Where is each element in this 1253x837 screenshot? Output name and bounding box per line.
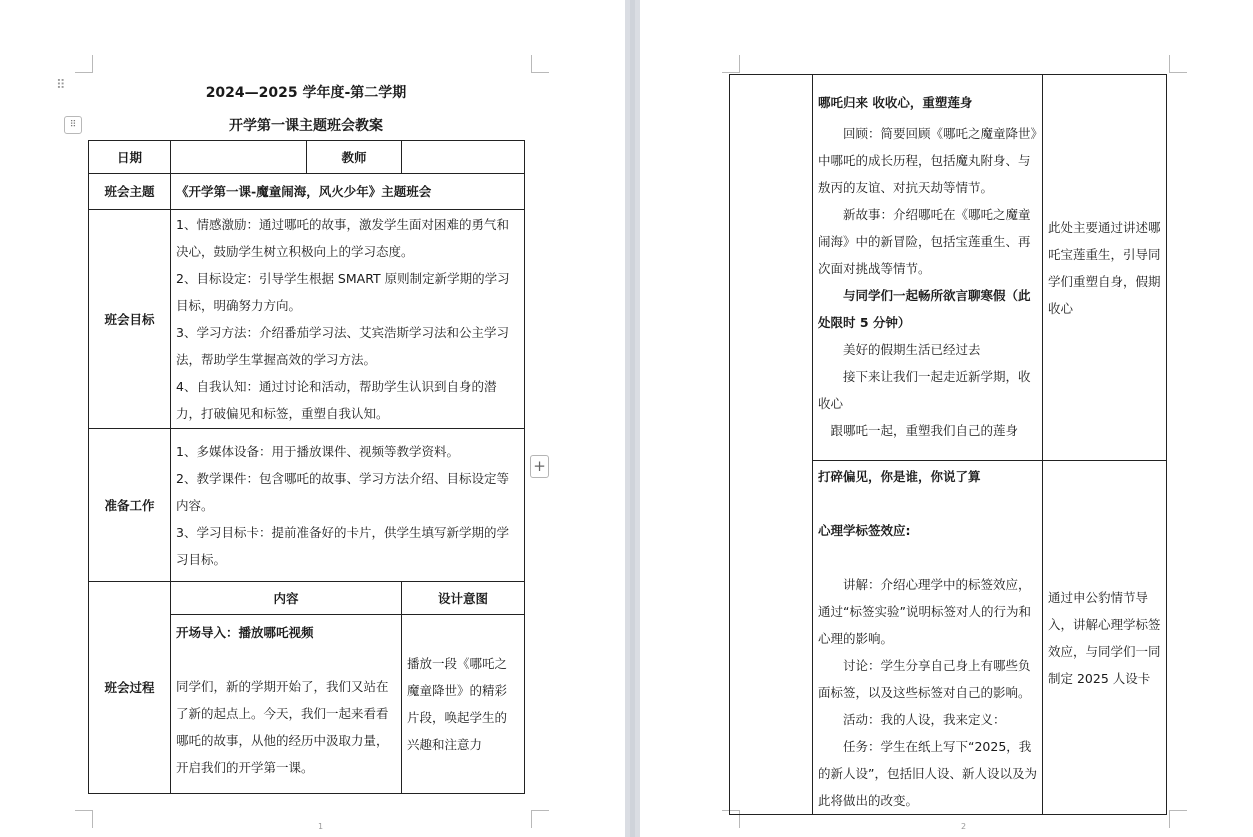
prep-item: 1、多媒体设备：用于播放课件、视频等教学资料。 — [176, 443, 459, 459]
process-section-title: 开场导入：播放哪吒视频 — [176, 625, 314, 640]
lesson-plan-table — [88, 140, 525, 794]
theme-label: 班会主题 — [89, 174, 171, 210]
table-row — [89, 174, 525, 210]
intent-header: 设计意图 — [402, 582, 525, 615]
table-row — [89, 210, 525, 429]
theme-value[interactable]: 《开学第一课-魔童闹海，风火少年》主题班会 — [171, 174, 525, 210]
process-section-text: 同学们，新的学期开始了，我们又站在了新的起点上。今天，我们一起来看看哪吒的故事，从他的经历中汲取力量，开启我们的开学第一课。 — [176, 679, 389, 775]
teacher-label: 教师 — [307, 141, 402, 174]
process-content-cell[interactable] — [171, 615, 402, 794]
table-row — [730, 75, 1167, 461]
row2-title: 打碎偏见，你是谁，你说了算 — [818, 469, 981, 484]
page-corner-mark — [722, 55, 740, 73]
row1-content-cell[interactable] — [813, 75, 1043, 461]
row2-paragraph: 活动：我的人设，我来定义： — [843, 712, 1006, 727]
page-number: 1 — [318, 822, 324, 831]
goal-item: 3、学习方法：介绍番茄学习法、艾宾浩斯学习法和公主学习法，帮助学生掌握高效的学习方法。 — [176, 325, 509, 367]
page-number: 2 — [961, 822, 967, 831]
date-value-cell[interactable] — [171, 141, 307, 174]
page-corner-mark — [531, 810, 549, 828]
document-page-2 — [640, 0, 1253, 837]
row1-title: 哪吒归来 收收心，重塑莲身 — [818, 95, 973, 110]
row2-paragraph: 讨论：学生分享自己身上有哪些负面标签，以及这些标签对自己的影响。 — [818, 658, 1031, 700]
prep-cell[interactable] — [171, 429, 525, 582]
goal-item: 2、目标设定：引导学生根据 SMART 原则制定新学期的学习目标，明确努力方向。 — [176, 271, 510, 313]
add-column-plus-icon[interactable]: + — [530, 455, 549, 478]
table-row — [89, 582, 525, 615]
page-gap-shadow — [630, 0, 635, 837]
row1-paragraph-bold: 与同学们一起畅所欲言聊寒假（此处限时 5 分钟） — [818, 288, 1031, 330]
document-page-1 — [0, 0, 625, 837]
row1-intent-cell[interactable]: 此处主要通过讲述哪吒宝莲重生，引导同学们重塑自身，假期收心 — [1043, 75, 1167, 461]
row1-paragraph: 回顾：简要回顾《哪吒之魔童降世》中哪吒的成长历程，包括魔丸附身、与敖丙的友谊、对抗天劫等情节。 — [818, 126, 1037, 195]
document-title: 2024—2025 学年度-第二学期 — [205, 85, 407, 101]
row1-paragraph: 新故事：介绍哪吒在《哪吒之魔童闹海》中的新冒险，包括宝莲重生、再次面对挑战等情节。 — [818, 207, 1031, 276]
goal-item: 4、自我认知：通过讨论和活动，帮助学生认识到自身的潜力，打破偏见和标签，重塑自我认知。 — [176, 379, 497, 421]
row1-paragraph: 接下来让我们一起走近新学期，收收心 — [818, 369, 1031, 411]
content-header: 内容 — [171, 582, 402, 615]
table-row — [89, 429, 525, 582]
process-label-continued-cell — [730, 75, 813, 815]
row2-paragraph: 任务：学生在纸上写下“2025，我的新人设”，包括旧人设、新人设以及为此将做出的改变。 — [818, 739, 1037, 808]
process-label: 班会过程 — [89, 582, 171, 794]
page-corner-mark — [1169, 810, 1187, 828]
goals-cell[interactable] — [171, 210, 525, 429]
row1-paragraph: 跟哪吒一起，重塑我们自己的莲身 — [830, 423, 1019, 438]
page-corner-mark — [531, 55, 549, 73]
process-intent-cell[interactable]: 播放一段《哪吒之魔童降世》的精彩片段，唤起学生的兴趣和注意力 — [402, 615, 525, 794]
row2-subtitle: 心理学标签效应: — [818, 523, 911, 538]
lesson-plan-table-continued — [729, 74, 1167, 815]
teacher-value-cell[interactable] — [402, 141, 525, 174]
goals-label: 班会目标 — [89, 210, 171, 429]
prep-item: 3、学习目标卡：提前准备好的卡片，供学生填写新学期的学习目标。 — [176, 524, 509, 567]
goal-item: 1、情感激励：通过哪吒的故事，激发学生面对困难的勇气和决心，鼓励学生树立积极向上的学习态度。 — [176, 217, 509, 259]
table-move-handle-icon[interactable]: ⠿ — [64, 116, 82, 134]
prep-item: 2、教学课件：包含哪吒的故事、学习方法介绍、目标设定等内容。 — [176, 470, 509, 513]
prep-label: 准备工作 — [89, 429, 171, 582]
row1-paragraph: 美好的假期生活已经过去 — [843, 342, 981, 357]
page-corner-mark — [75, 55, 93, 73]
page-corner-mark — [75, 810, 93, 828]
page-corner-mark — [1169, 55, 1187, 73]
table-row — [89, 141, 525, 174]
date-label: 日期 — [89, 141, 171, 174]
row2-content-cell[interactable] — [813, 461, 1043, 815]
row2-paragraph: 讲解：介绍心理学中的标签效应，通过“标签实验”说明标签对人的行为和心理的影响。 — [818, 577, 1031, 646]
document-subtitle: 开学第一课主题班会教案 — [229, 118, 383, 134]
row2-intent-cell[interactable]: 通过申公豹情节导入，讲解心理学标签效应，与同学们一同制定 2025 人设卡 — [1043, 461, 1167, 815]
paragraph-drag-handle-icon[interactable]: ⠿ — [56, 78, 67, 93]
